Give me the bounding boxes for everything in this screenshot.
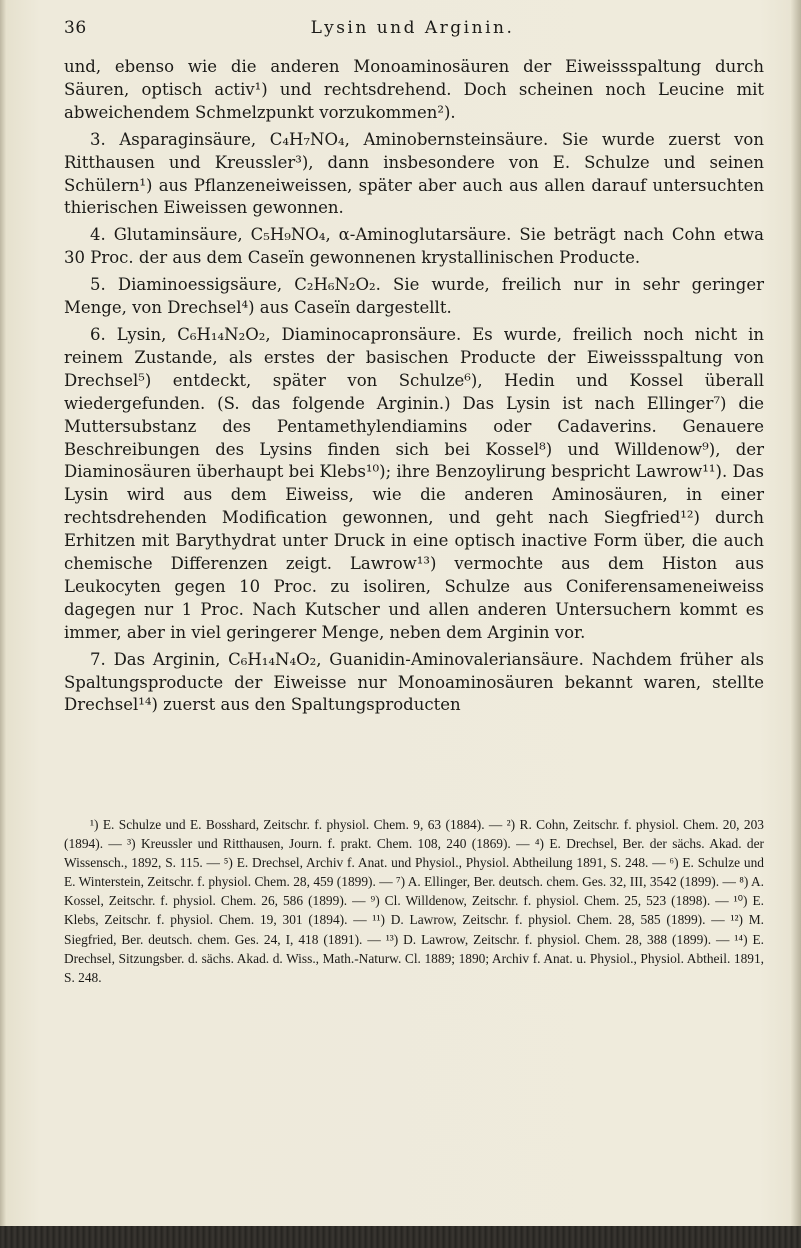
scan-bottom-edge (0, 1226, 801, 1248)
page-left-edge (0, 0, 6, 1226)
paragraph-lysin: 6. Lysin, C₆H₁₄N₂O₂, Diaminocapronsäure. Es wurde, freilich noch nicht in reinem Zustande, als erstes der basischen Producte der Eiweissspaltung von Drechsel⁵) entdeckt, später von Schulze⁶), Hedin und Kossel überall wiedergefunden. (S. das folgende Arginin.) Das Lysin ist nach Ellinger⁷) die Muttersubstanz des Pentamethylendiamins oder Cadaverins. Genauere Beschreibungen des Lysins finden sich bei Kossel⁸) und Willdenow⁹), der Diaminosäuren überhaupt bei Klebs¹⁰); ihre Benzoylirung bespricht Lawrow¹¹). Das Lysin wird aus dem Eiweiss, wie die anderen Aminosäuren, in einer rechtsdrehenden Modification gewonnen, und geht nach Siegfried¹²) durch Erhitzen mit Barythydrat unter Druck in eine optisch inactive Form über, die auch chemische Differenzen zeigt. Lawrow¹³) vermochte aus dem Histon aus Leukocyten gegen 10 Proc. zu isoliren, Schulze aus Coniferensameneiweiss dagegen nur 1 Proc. Nach Kutscher und allen anderen Untersuchern kommt es immer, aber in viel geringerer Menge, neben dem Arginin vor. (64, 324, 764, 642)
paragraph-glutaminsaeure: 4. Glutaminsäure, C₅H₉NO₄, α-Aminoglutarsäure. Sie beträgt nach Cohn etwa 30 Proc. der aus dem Caseïn gewonnenen krystallinischen Producte. (64, 225, 764, 268)
running-title: Lysin und Arginin. (310, 18, 515, 38)
page-number: 36 (64, 18, 87, 38)
paragraph-arginin: 7. Das Arginin, C₆H₁₄N₄O₂, Guanidin-Aminovaleriansäure. Nachdem früher als Spaltungsproducte der Eiweisse nur Monoaminosäuren bekannt waren, stellte Drechsel¹⁴) zuerst aus den Spaltungsproducten (64, 649, 764, 715)
page-right-edge (791, 0, 801, 1226)
paragraph-diaminoessigsaeure: 5. Diaminoessigsäure, C₂H₆N₂O₂. Sie wurde, freilich nur in sehr geringer Menge, von Drechsel⁴) aus Caseïn dargestellt. (64, 275, 764, 318)
paragraph-continuation: und, ebenso wie die anderen Monoaminosäuren der Eiweissspaltung durch Säuren, optisch activ¹) und rechtsdrehend. Doch scheinen noch Leucine mit abweichendem Schmelzpunkt vorzukommen²). (64, 57, 764, 122)
main-text (64, 56, 764, 717)
page-header (64, 18, 761, 48)
footnotes (64, 815, 764, 987)
footnote-block: ¹) E. Schulze und E. Bosshard, Zeitschr. f. physiol. Chem. 9, 63 (1884). — ²) R. Cohn, Zeitschr. f. physiol. Chem. 20, 203 (1894). — ³) Kreussler und Ritthausen, Journ. f. prakt. Chem. 108, 240 (1869). — ⁴) E. Drechsel, Ber. der sächs. Akad. der Wissensch., 1892, S. 115. — ⁵) E. Drechsel, Archiv f. Anat. und Physiol., Physiol. Abtheilung 1891, S. 248. — ⁶) E. Schulze und E. Winterstein, Zeitschr. f. physiol. Chem. 28, 459 (1899). — ⁷) A. Ellinger, Ber. deutsch. chem. Ges. 32, III, 3542 (1899). — ⁸) A. Kossel, Zeitschr. f. physiol. Chem. 26, 586 (1899). — ⁹) Cl. Willdenow, Zeitschr. f. physiol. Chem. 25, 523 (1898). — ¹⁰) E. Klebs, Zeitschr. f. physiol. Chem. 19, 301 (1894). — ¹¹) D. Lawrow, Zeitschr. f. physiol. Chem. 28, 585 (1899). — ¹²) M. Siegfried, Ber. deutsch. chem. Ges. 24, I, 418 (1891). — ¹³) D. Lawrow, Zeitschr. f. physiol. Chem. 28, 388 (1899). — ¹⁴) E. Drechsel, Sitzungsber. d. sächs. Akad. d. Wiss., Math.-Naturw. Cl. 1889; 1890; Archiv f. Anat. u. Physiol., Physiol. Abtheil. 1891, S. 248. (64, 817, 764, 985)
paragraph-asparaginsaeure: 3. Asparaginsäure, C₄H₇NO₄, Aminobernsteinsäure. Sie wurde zuerst von Ritthausen und Kreussler³), dann insbesondere von E. Schulze und seinen Schülern¹) aus Pflanzeneiweissen, später aber auch aus allen darauf untersuchten thierischen Eiweissen gewonnen. (64, 129, 764, 218)
